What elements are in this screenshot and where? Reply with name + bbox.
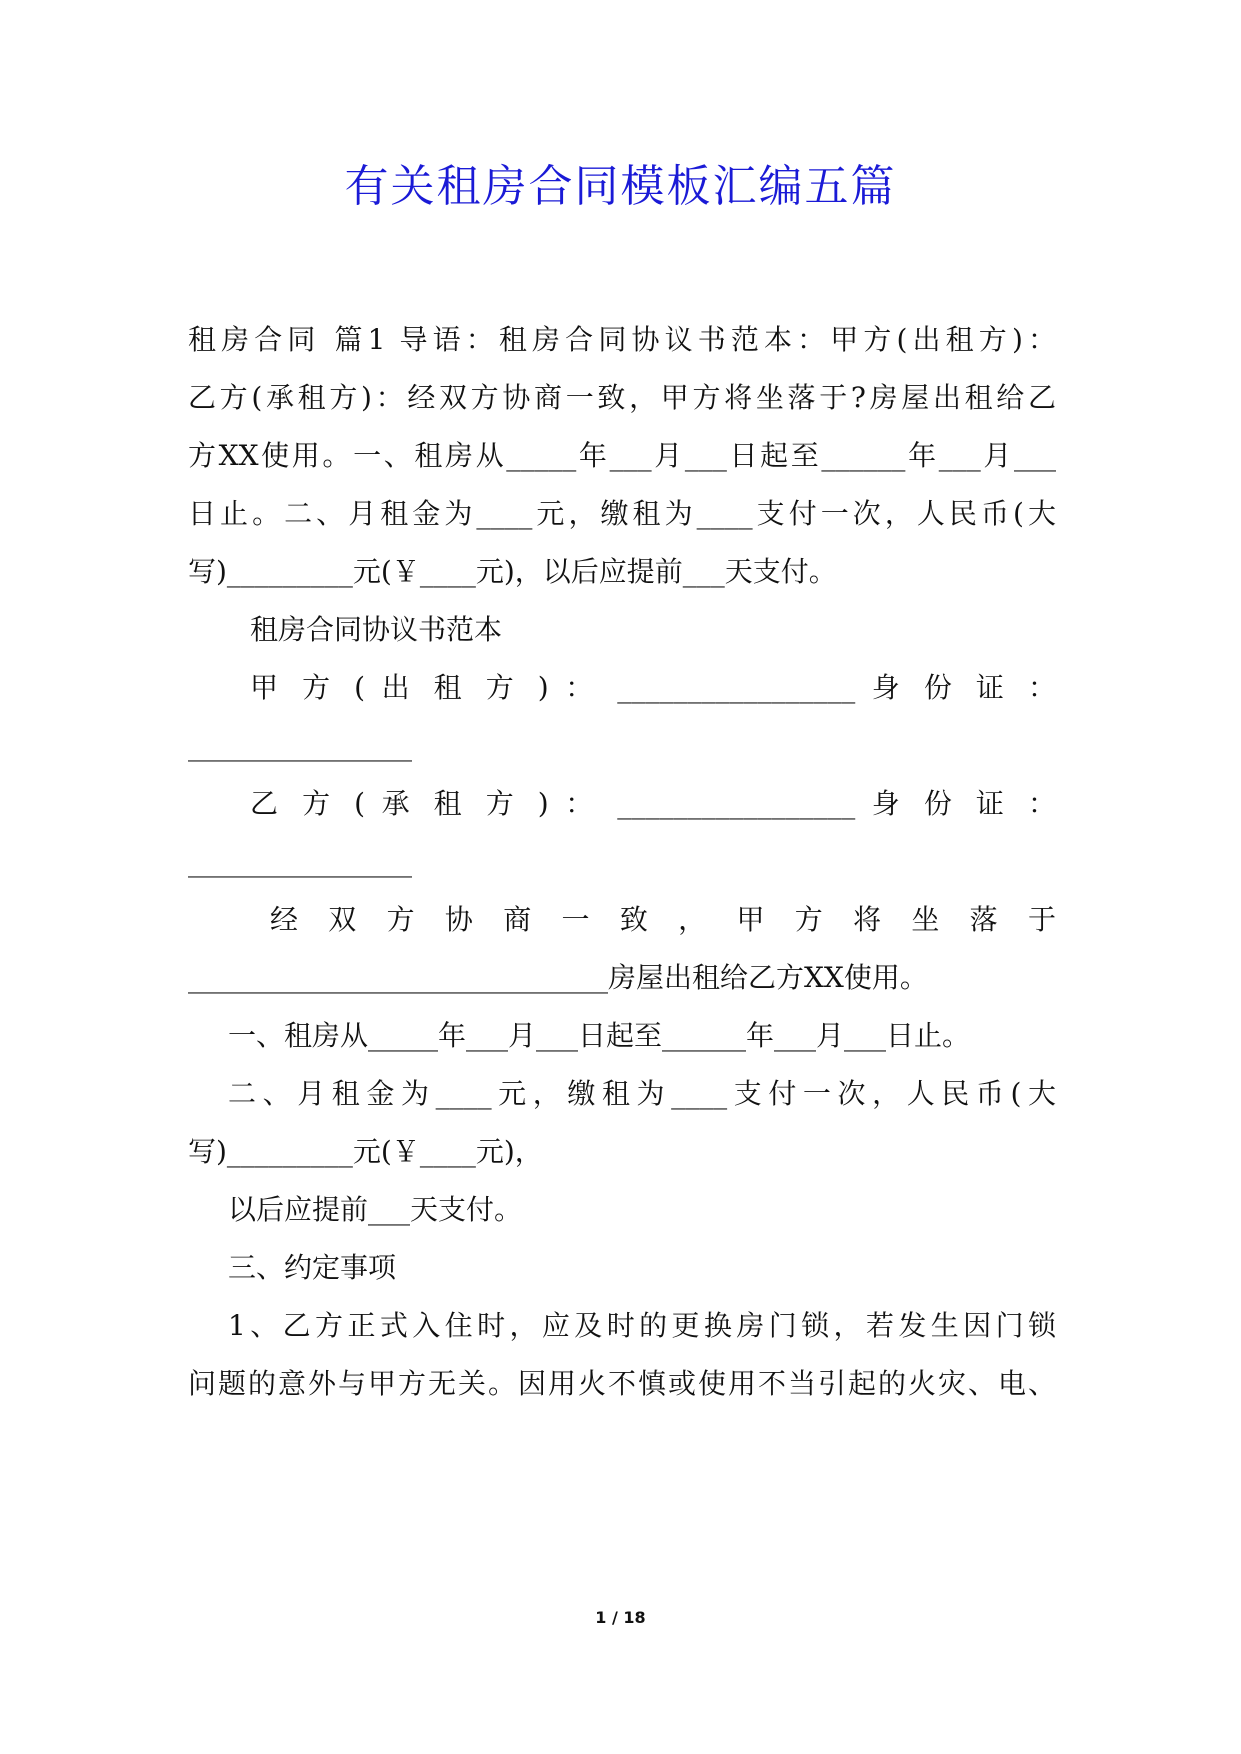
document-title: 有关租房合同模板汇编五篇 xyxy=(344,161,897,212)
party-b-line: 乙 方 ( 承 租 方 ) ： _________________ 身 份 证 ： xyxy=(250,787,1056,820)
section-heading: 租房合同协议书范本 xyxy=(250,613,503,646)
paragraph-line: 租房合同 篇1 导语：租房合同协议书范本：甲方(出租方)： xyxy=(188,323,1056,356)
page-indicator: 1 / 18 xyxy=(595,1608,646,1627)
paragraph-line: 方XX使用。一、租房从_____年___月___日起至______年___月___ xyxy=(188,439,1056,472)
paragraph-line: 问题的意外与甲方无关。因用火不慎或使用不当引起的火灾、电、 xyxy=(188,1367,1056,1400)
paragraph-line: 以后应提前___天支付。 xyxy=(228,1193,523,1226)
paragraph-line: 写)_________元(￥____元)，以后应提前___天支付。 xyxy=(188,555,837,588)
paragraph-line: 经 双 方 协 商 一 致 ， 甲 方 将 坐 落 于 xyxy=(270,903,1056,936)
paragraph-line: ______________________________房屋出租给乙方XX使用。 xyxy=(188,961,928,994)
section-heading: 三、约定事项 xyxy=(228,1251,397,1284)
party-a-id-blank: ________________ xyxy=(188,729,412,762)
paragraph-line: 乙方(承租方)：经双方协商一致，甲方将坐落于?房屋出租给乙 xyxy=(188,381,1056,414)
paragraph-line: 一、租房从_____年___月___日起至______年___月___日止。 xyxy=(228,1019,971,1052)
paragraph-line: 写)_________元(￥____元)， xyxy=(188,1135,543,1168)
party-a-line: 甲 方 ( 出 租 方 ) ： _________________ 身 份 证 ： xyxy=(250,671,1056,704)
party-b-id-blank: ________________ xyxy=(188,845,412,878)
paragraph-line: 日止。二、月租金为____元，缴租为____支付一次，人民币(大 xyxy=(188,497,1056,530)
paragraph-line: 二、月租金为____元，缴租为____支付一次，人民币(大 xyxy=(228,1077,1056,1110)
paragraph-line: 1、乙方正式入住时，应及时的更换房门锁，若发生因门锁 xyxy=(228,1309,1056,1342)
